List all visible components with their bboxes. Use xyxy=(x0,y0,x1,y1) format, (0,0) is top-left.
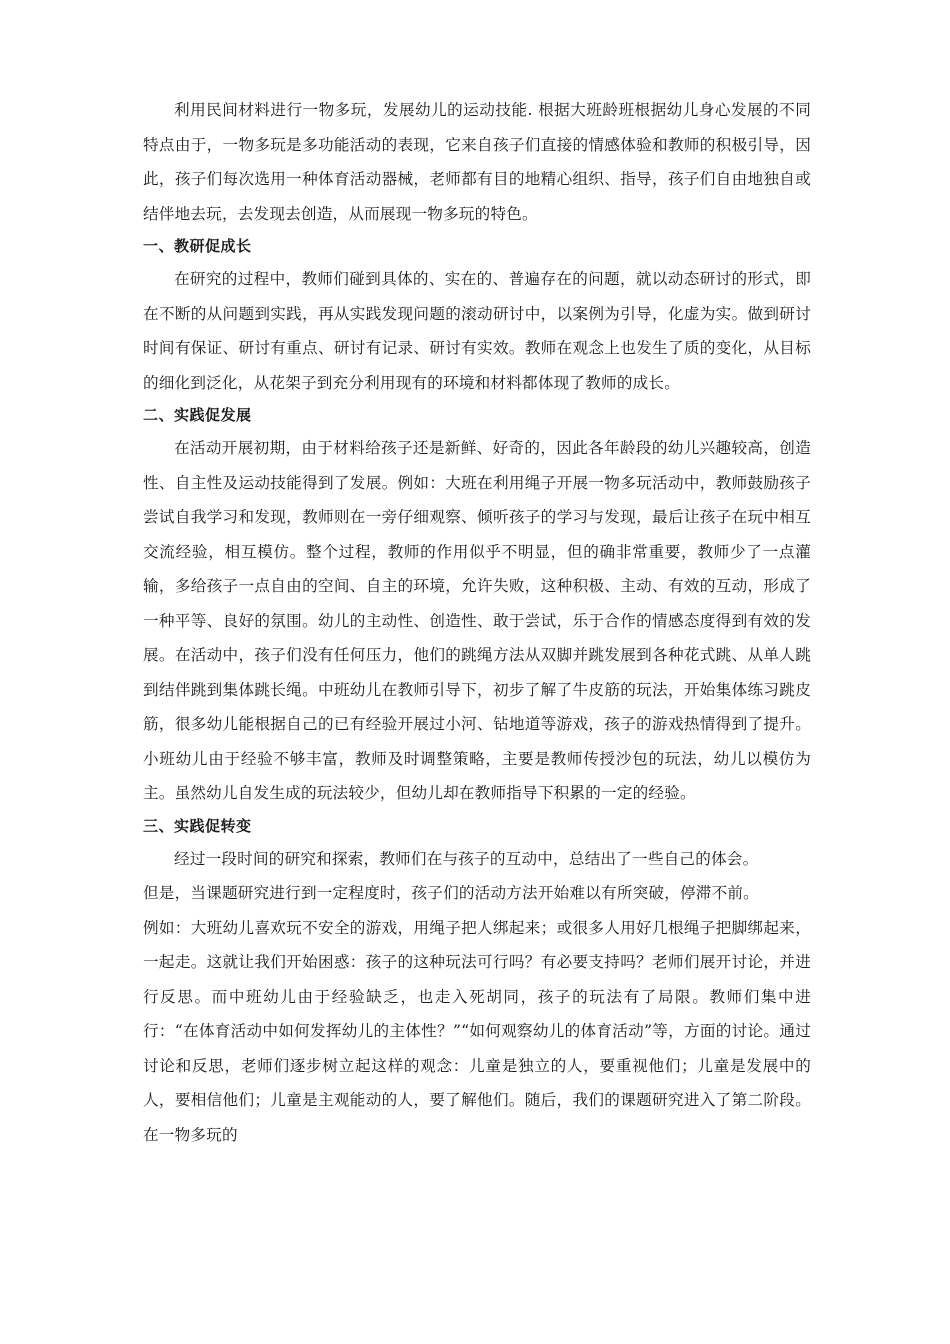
document-page xyxy=(143,93,811,1152)
section-body-example: 例如：大班幼儿喜欢玩不安全的游戏，用绳子把人绑起来；或很多人用好几根绳子把脚绑起来，一起走。这就让我们开始困惑：孩子的这种玩法可行吗？有必要支持吗？老师们展开讨论，并进行反思。而中班幼儿由于经验缺乏，也走入死胡同，孩子的玩法有了局限。教师们集中进行：“在体育活动中如何发挥幼儿的主体性？”“如何观察幼儿的体育活动”等，方面的讨论。通过讨论和反思，老师们逐步树立起这样的观念：儿童是独立的人，要重视他们；儿童是发展中的人，要相信他们；儿童是主观能动的人，要了解他们。随后，我们的课题研究进入了第二阶段。在一物多玩的 xyxy=(143,918,811,1144)
section-heading-practice-change: 三、实践促转变 xyxy=(143,816,252,835)
section-body-practice-development: 在活动开展初期，由于材料给孩子还是新鲜、好奇的，因此各年龄段的幼儿兴趣较高，创造性、自主性及运动技能得到了发展。例如：大班在利用绳子开展一物多玩活动中，教师鼓励孩子尝试自我学习和发现，教师则在一旁仔细观察、倾听孩子的学习与发现，最后让孩子在玩中相互交流经验，相互模仿。整个过程，教师的作用似乎不明显，但的确非常重要，教师少了一点灌输，多给孩子一点自由的空间、自主的环境，允许失败，这种积极、主动、有效的互动，形成了一种平等、良好的氛围。幼儿的主动性、创造性、敢于尝试，乐于合作的情感态度得到有效的发展。在活动中，孩子们没有任何压力，他们的跳绳方法从双脚并跳发展到各种花式跳、从单人跳到结伴跳到集体跳长绳。中班幼儿在教师引导下，初步了解了牛皮筋的玩法，开始集体练习跳皮筋，很多幼儿能根据自己的已有经验开展过小河、钻地道等游戏，孩子的游戏热情得到了提升。小班幼儿由于经验不够丰富，教师及时调整策略，主要是教师传授沙包的玩法，幼儿以模仿为主。虽然幼儿自发生成的玩法较少，但幼儿却在教师指导下积累的一定的经验。 xyxy=(143,439,811,802)
section-heading-research: 一、教研促成长 xyxy=(143,237,252,255)
section-body-experience: 经过一段时间的研究和探索，教师们在与孩子的互动中，总结出了一些自己的体会。 xyxy=(174,849,759,868)
section-heading-practice-development: 二、实践促发展 xyxy=(143,406,252,424)
intro-paragraph: 利用民间材料进行一物多玩，发展幼儿的运动技能. 根据大班龄班根据幼儿身心发展的不同特点由于，一物多玩是多功能活动的表现，它来自孩子们直接的情感体验和教师的积极引导，因此，孩子们每次选用一种体育活动器械，老师都有目的地精心组织、指导，孩子们自由地独自或结伴地去玩，去发现去创造，从而展现一物多玩的特色。 xyxy=(143,101,811,223)
section-body-research: 在研究的过程中，教师们碰到具体的、实在的、普遍存在的问题，就以动态研讨的形式，即在不断的从问题到实践，再从实践发现问题的滚动研讨中，以案例为引导，化虚为实。做到研讨时间有保证、研讨有重点、研讨有记录、研讨有实效。教师在观念上也发生了质的变化，从目标的细化到泛化，从花架子到充分利用现有的环境和材料都体现了教师的成长。 xyxy=(143,270,811,392)
section-body-stagnation: 但是，当课题研究进行到一定程度时，孩子们的活动方法开始难以有所突破，停滞不前。 xyxy=(143,884,759,902)
